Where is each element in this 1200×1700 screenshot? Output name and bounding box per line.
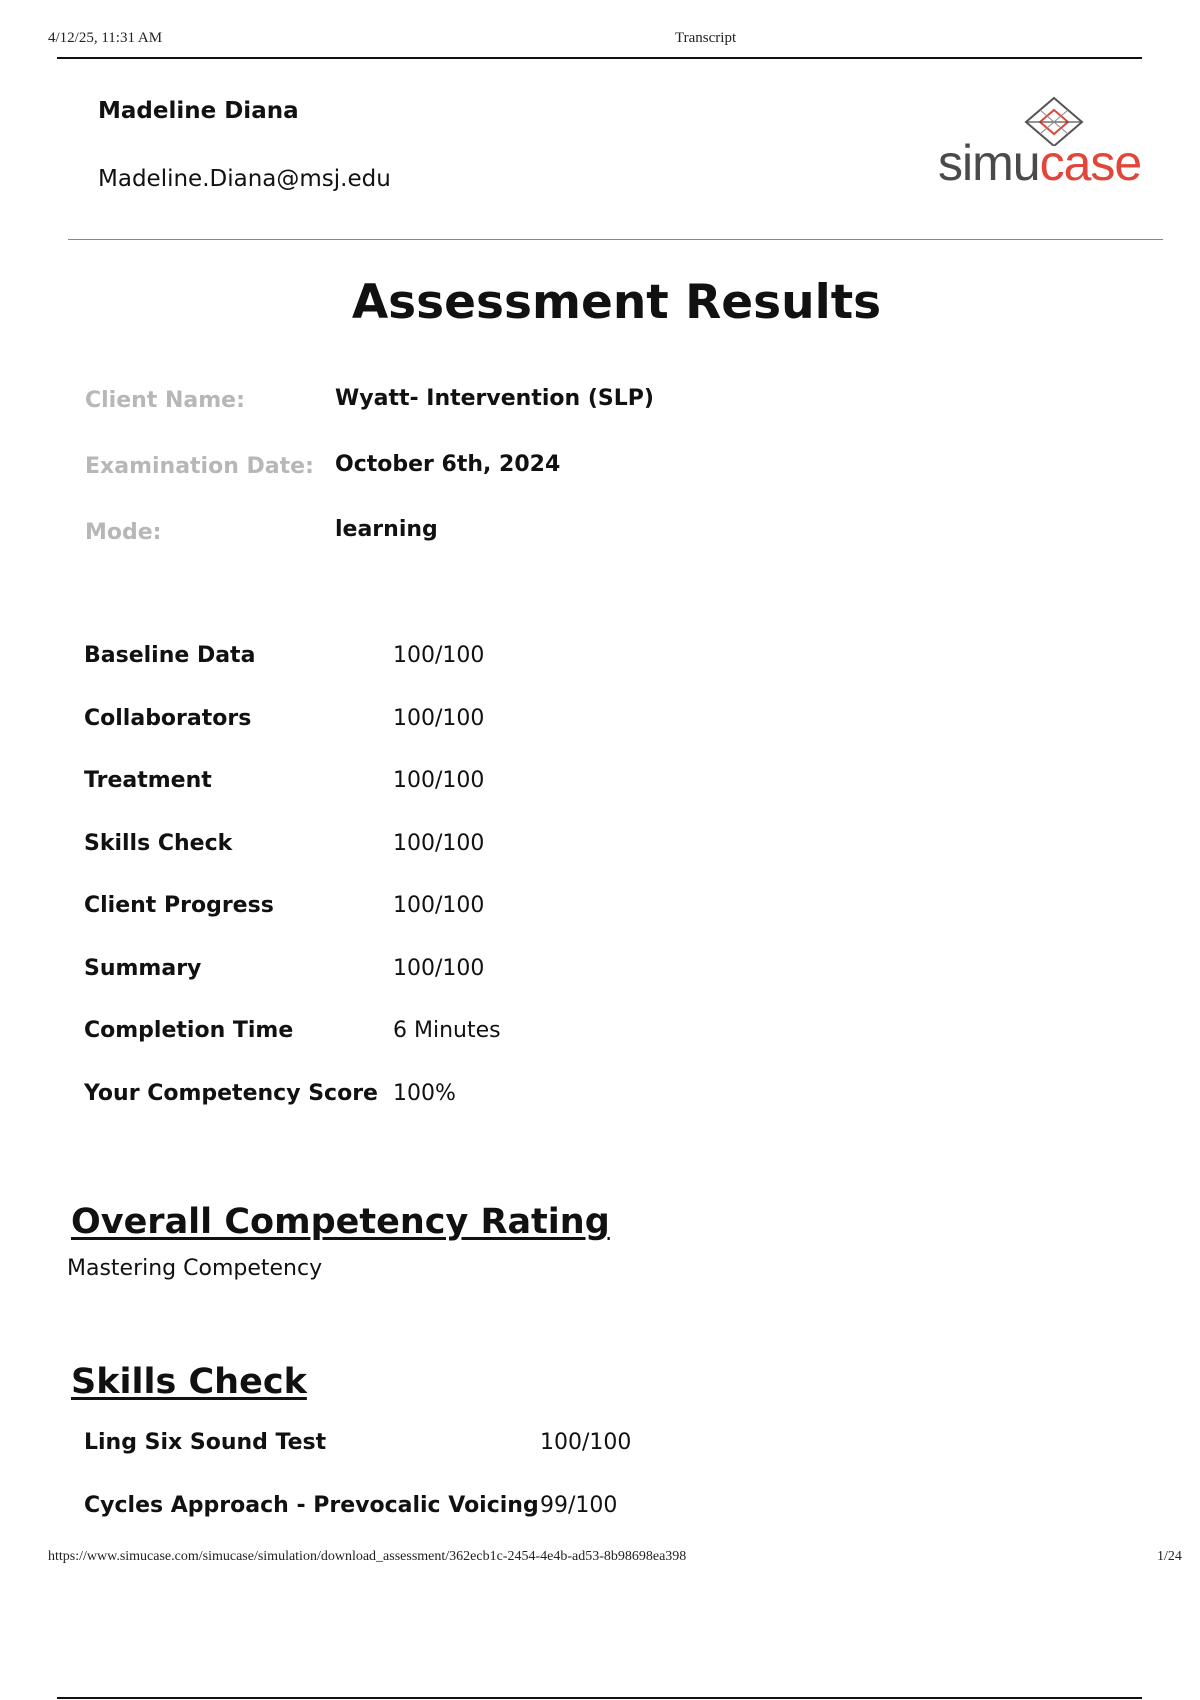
score-label-client-progress: Client Progress <box>84 893 274 918</box>
user-email: Madeline.Diana@msj.edu <box>98 166 391 192</box>
overall-rating-value: Mastering Competency <box>67 1256 323 1281</box>
logo-wordmark: simucase <box>938 135 1142 191</box>
print-page-number: 1/24 <box>1157 1549 1182 1564</box>
skill-value-cycles: 99/100 <box>540 1493 618 1518</box>
exam-date-value: October 6th, 2024 <box>335 452 561 477</box>
overall-rating-heading: Overall Competency Rating <box>71 1202 610 1242</box>
print-footer-url: https://www.simucase.com/simucase/simulation/download_assessment/362ecb1c-2454-4e4b-ad53-8b98698ea398 <box>48 1549 687 1564</box>
mode-label: Mode: <box>85 520 162 545</box>
mode-value: learning <box>335 517 438 542</box>
score-value-skills-check: 100/100 <box>393 831 485 856</box>
score-value-summary: 100/100 <box>393 956 485 981</box>
bottom-rule <box>57 1697 1142 1699</box>
print-title: Transcript <box>675 30 737 46</box>
score-label-completion-time: Completion Time <box>84 1018 294 1043</box>
score-label-baseline: Baseline Data <box>84 643 256 668</box>
score-value-baseline: 100/100 <box>393 643 485 668</box>
skills-check-heading: Skills Check <box>71 1362 307 1402</box>
score-label-summary: Summary <box>84 956 202 981</box>
print-datetime: 4/12/25, 11:31 AM <box>48 30 163 46</box>
skill-label-cycles: Cycles Approach - Prevocalic Voicing <box>84 1493 539 1518</box>
user-name: Madeline Diana <box>98 98 299 124</box>
score-value-completion-time: 6 Minutes <box>393 1018 501 1043</box>
score-value-treatment: 100/100 <box>393 768 485 793</box>
simucase-logo <box>938 96 1168 196</box>
skill-value-ling-six: 100/100 <box>540 1430 632 1455</box>
client-name-value: Wyatt- Intervention (SLP) <box>335 386 654 411</box>
exam-date-label: Examination Date: <box>85 454 314 479</box>
score-label-collaborators: Collaborators <box>84 706 252 731</box>
user-divider <box>68 239 1163 240</box>
score-label-treatment: Treatment <box>84 768 212 793</box>
client-name-label: Client Name: <box>85 388 245 413</box>
score-value-collaborators: 100/100 <box>393 706 485 731</box>
score-value-client-progress: 100/100 <box>393 893 485 918</box>
score-label-skills-check: Skills Check <box>84 831 233 856</box>
score-value-competency: 100% <box>393 1081 456 1106</box>
score-label-competency: Your Competency Score <box>84 1081 378 1106</box>
page-title: Assessment Results <box>351 275 882 330</box>
header-rule <box>57 57 1142 59</box>
skill-label-ling-six: Ling Six Sound Test <box>84 1430 327 1455</box>
